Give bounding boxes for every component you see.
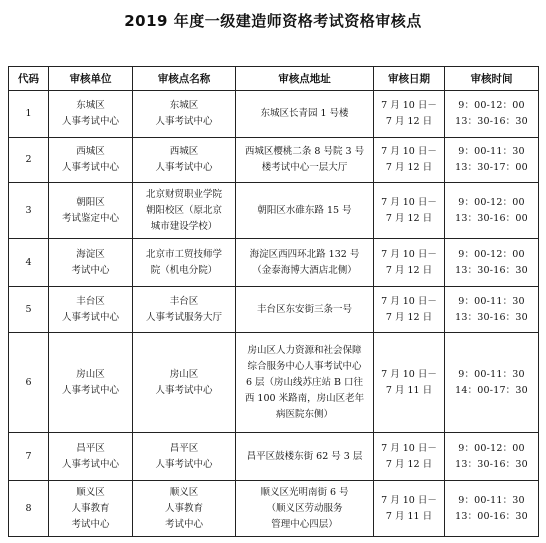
cell-line: 人事教育 [164, 502, 203, 514]
cell-address [236, 433, 374, 481]
cell-line: 西城区 [169, 146, 199, 157]
cell-line: 昌平区鼓楼东街 62 号 3 层 [246, 450, 363, 462]
cell-line: 考试中心 [71, 518, 110, 530]
cell-address [236, 183, 374, 239]
table-row [9, 287, 539, 333]
cell-date [374, 433, 445, 481]
cell-line: 朝阳区水碓东路 15 号 [257, 204, 352, 216]
cell-line: 7 月 10 日－ [381, 295, 437, 307]
cell-line: 9：00-12：00 [458, 196, 525, 208]
cell-unit [49, 239, 133, 287]
cell-line: 9：00-11：30 [458, 494, 525, 506]
cell-line: 考试中心 [71, 264, 110, 276]
cell-unit [49, 287, 133, 333]
cell-line: 人事考试中心 [61, 116, 119, 127]
cell-line: 人事考试中心 [61, 162, 119, 173]
cell-line: 9：00-12：00 [458, 248, 525, 260]
header-time: 审核时间 [445, 67, 539, 91]
cell-line: 北京财贸职业学院 [145, 188, 222, 200]
cell-date [374, 183, 445, 239]
header-address: 审核点地址 [236, 67, 374, 91]
cell-line: 13：30-16：30 [455, 458, 528, 470]
cell-line: 楼考试中心一层大厅 [261, 162, 348, 173]
cell-line: 考试中心 [164, 518, 203, 530]
cell-line: 人事考试中心 [61, 384, 119, 396]
cell-date [374, 287, 445, 333]
cell-line: 7 月 12 日 [385, 458, 433, 470]
cell-unit [49, 333, 133, 433]
cell-date [374, 239, 445, 287]
cell-name [133, 333, 236, 433]
cell-code: 8 [9, 481, 49, 537]
cell-line: 13：30-16：30 [455, 264, 528, 276]
cell-line: 7 月 10 日－ [381, 248, 437, 260]
cell-unit [49, 91, 133, 138]
cell-address [236, 333, 374, 433]
table-header-row [9, 67, 539, 91]
cell-line: 房山区人力资源和社会保障 [247, 344, 362, 356]
cell-line: 朝阳区 [76, 196, 105, 208]
cell-date [374, 138, 445, 183]
cell-line: 丰台区 [76, 295, 105, 307]
cell-line: 7 月 12 日 [385, 311, 433, 323]
cell-line: 院（机电分院） [150, 264, 218, 276]
cell-line: 海淀区西四环北路 132 号 [249, 248, 360, 260]
cell-line: 9：00-11：30 [458, 146, 525, 157]
header-unit: 审核单位 [49, 67, 133, 91]
cell-line: 9：00-12：00 [458, 442, 525, 454]
cell-line: 13：30-16：00 [455, 212, 528, 224]
cell-line: 7 月 11 日 [385, 510, 433, 522]
cell-line: 昌平区 [76, 442, 105, 454]
header-date: 审核日期 [374, 67, 445, 91]
cell-line: 病医院东侧） [275, 408, 333, 420]
cell-line: 人事考试中心 [61, 458, 119, 470]
table-row [9, 138, 539, 183]
cell-line: 7 月 10 日－ [381, 196, 437, 208]
cell-time [445, 183, 539, 239]
cell-line: 管理中心四层） [271, 518, 338, 530]
cell-code: 1 [9, 91, 49, 138]
cell-line: 昌平区 [169, 442, 199, 454]
cell-line: 7 月 10 日－ [381, 100, 437, 111]
cell-line: 西 100 米路南，房山区老年 [244, 392, 365, 404]
cell-time [445, 138, 539, 183]
cell-line: 综合服务中心人事考试中心 [247, 360, 362, 372]
cell-line: 顺义区 [169, 486, 199, 498]
cell-code: 5 [9, 287, 49, 333]
cell-address [236, 239, 374, 287]
cell-time [445, 481, 539, 537]
cell-line: 城市建设学校） [150, 220, 218, 232]
cell-line: 海淀区 [76, 248, 105, 260]
cell-date [374, 481, 445, 537]
cell-line: 9：00-11：30 [458, 295, 525, 307]
cell-address [236, 138, 374, 183]
table-row [9, 239, 539, 287]
cell-code: 3 [9, 183, 49, 239]
cell-line: 9：00-11：30 [458, 368, 525, 380]
cell-line: 7 月 12 日 [385, 116, 433, 127]
cell-time [445, 91, 539, 138]
table-row [9, 183, 539, 239]
cell-line: 西城区樱桃二条 8 号院 3 号 [244, 146, 365, 157]
cell-line: 人事考试中心 [155, 162, 213, 173]
cell-line: 人事考试中心 [155, 458, 213, 470]
cell-line: 13：30-17：00 [455, 162, 528, 173]
cell-line: 考试鉴定中心 [61, 212, 119, 224]
cell-name [133, 433, 236, 481]
cell-line: 顺义区 [76, 486, 105, 498]
cell-line: 人事考试中心 [155, 116, 213, 127]
cell-code: 6 [9, 333, 49, 433]
cell-unit [49, 433, 133, 481]
cell-line: 人事考试中心 [61, 311, 119, 323]
cell-address [236, 287, 374, 333]
cell-line: 7 月 12 日 [385, 264, 433, 276]
cell-line: 14：00-17：30 [455, 384, 528, 396]
cell-unit [49, 138, 133, 183]
cell-name [133, 183, 236, 239]
cell-line: 13：30-16：30 [455, 116, 528, 127]
cell-line: 东城区长青园 1 号楼 [260, 108, 349, 119]
cell-line: 人事教育 [71, 502, 110, 514]
cell-line: 7 月 10 日－ [381, 146, 437, 157]
cell-name [133, 239, 236, 287]
cell-code: 7 [9, 433, 49, 481]
cell-line: 丰台区东安街三条一号 [256, 303, 352, 315]
cell-line: 9：00-12：00 [458, 100, 525, 111]
cell-unit [49, 183, 133, 239]
header-name: 审核点名称 [133, 67, 236, 91]
cell-line: 7 月 11 日 [385, 384, 433, 396]
cell-time [445, 433, 539, 481]
cell-line: 朝阳校区（原北京 [145, 204, 222, 216]
cell-line: 东城区 [169, 100, 199, 111]
cell-name [133, 91, 236, 138]
cell-unit [49, 481, 133, 537]
cell-line: （顺义区劳动服务 [266, 502, 343, 514]
cell-line: 人事考试中心 [155, 384, 213, 396]
cell-line: 13：30-16：30 [455, 311, 528, 323]
cell-line: 7 月 12 日 [385, 212, 433, 224]
cell-date [374, 91, 445, 138]
cell-line: 顺义区光明南街 6 号 [260, 486, 349, 498]
review-points-table [8, 66, 539, 537]
cell-line: 房山区 [169, 368, 199, 380]
cell-line: 7 月 10 日－ [381, 442, 437, 454]
cell-line: 7 月 10 日－ [381, 494, 437, 506]
header-code: 代码 [9, 67, 49, 91]
cell-name [133, 287, 236, 333]
cell-line: 6 层（房山线苏庄站 B 口往 [245, 376, 364, 388]
cell-name [133, 138, 236, 183]
cell-line: 人事考试服务大厅 [145, 311, 222, 323]
table-row [9, 481, 539, 537]
cell-name [133, 481, 236, 537]
cell-time [445, 287, 539, 333]
cell-time [445, 239, 539, 287]
cell-line: 西城区 [76, 146, 105, 157]
cell-line: （金泰海博大酒店北侧） [252, 264, 357, 276]
table-row [9, 333, 539, 433]
cell-line: 13：00-16：30 [455, 510, 528, 522]
cell-line: 7 月 12 日 [385, 162, 433, 173]
cell-line: 7 月 10 日－ [381, 368, 437, 380]
cell-line: 房山区 [76, 368, 105, 380]
table-row [9, 91, 539, 138]
cell-code: 4 [9, 239, 49, 287]
cell-line: 东城区 [76, 100, 105, 111]
cell-date [374, 333, 445, 433]
cell-address [236, 91, 374, 138]
cell-line: 丰台区 [169, 295, 199, 307]
cell-time [445, 333, 539, 433]
cell-line: 北京市工贸技师学 [145, 248, 222, 260]
page-title: 2019 年度一级建造师资格考试资格审核点 [124, 12, 422, 30]
cell-address [236, 481, 374, 537]
cell-code: 2 [9, 138, 49, 183]
table-row [9, 433, 539, 481]
